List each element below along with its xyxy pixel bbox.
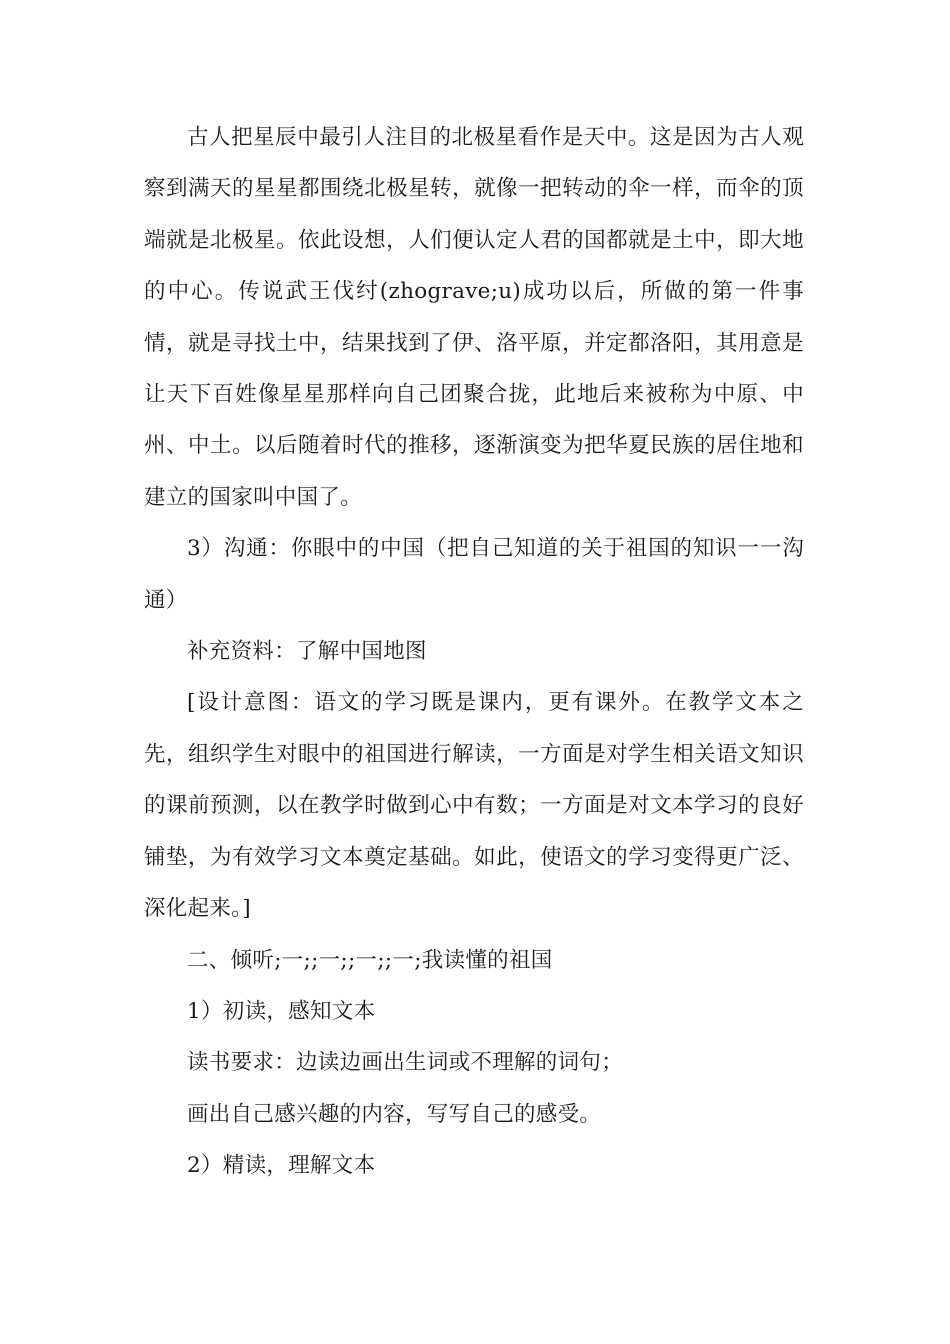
paragraph-design-intent: [设计意图：语文的学习既是课内，更有课外。在教学文本之先，组织学生对眼中的祖国进行解读，一方面是对学生相关语文知识的课前预测，以在教学时做到心中有数；一方面是对文本学习的良好铺垫，为有效学习文本奠定基础。如此，使语文的学习变得更广泛、深化起来。] <box>144 690 804 922</box>
paragraph-communicate: 3）沟通：你眼中的中国（把自己知道的关于祖国的知识一一沟通） <box>144 536 804 613</box>
document-body <box>144 112 804 1192</box>
section-heading-listen: 二、倾听;一;;一;;一;;一;我读懂的祖国 <box>187 947 553 973</box>
paragraph-supplementary-material: 补充资料：了解中国地图 <box>187 639 427 665</box>
paragraph-mark-interests: 画出自己感兴趣的内容，写写自己的感受。 <box>187 1101 602 1127</box>
paragraph-first-reading: 1）初读，感知文本 <box>187 998 376 1024</box>
paragraph-origin-of-zhongguo: 古人把星辰中最引人注目的北极星看作是天中。这是因为古人观察到满天的星星都围绕北极星转，就像一把转动的伞一样，而伞的顶端就是北极星。依此设想，人们便认定人君的国都就是土中，即大地的中心。传说武王伐纣(zhograve;u)成功以后，所做的第一件事情，就是寻找土中，结果找到了伊、洛平原，并定都洛阳，其用意是让天下百姓像星星那样向自己团聚合拢，此地后来被称为中原、中州、中土。以后随着时代的推移，逐渐演变为把华夏民族的居住地和建立的国家叫中国了。 <box>144 125 804 510</box>
paragraph-close-reading: 2）精读，理解文本 <box>187 1153 376 1179</box>
paragraph-reading-requirements: 读书要求：边读边画出生词或不理解的词句； <box>187 1050 624 1076</box>
